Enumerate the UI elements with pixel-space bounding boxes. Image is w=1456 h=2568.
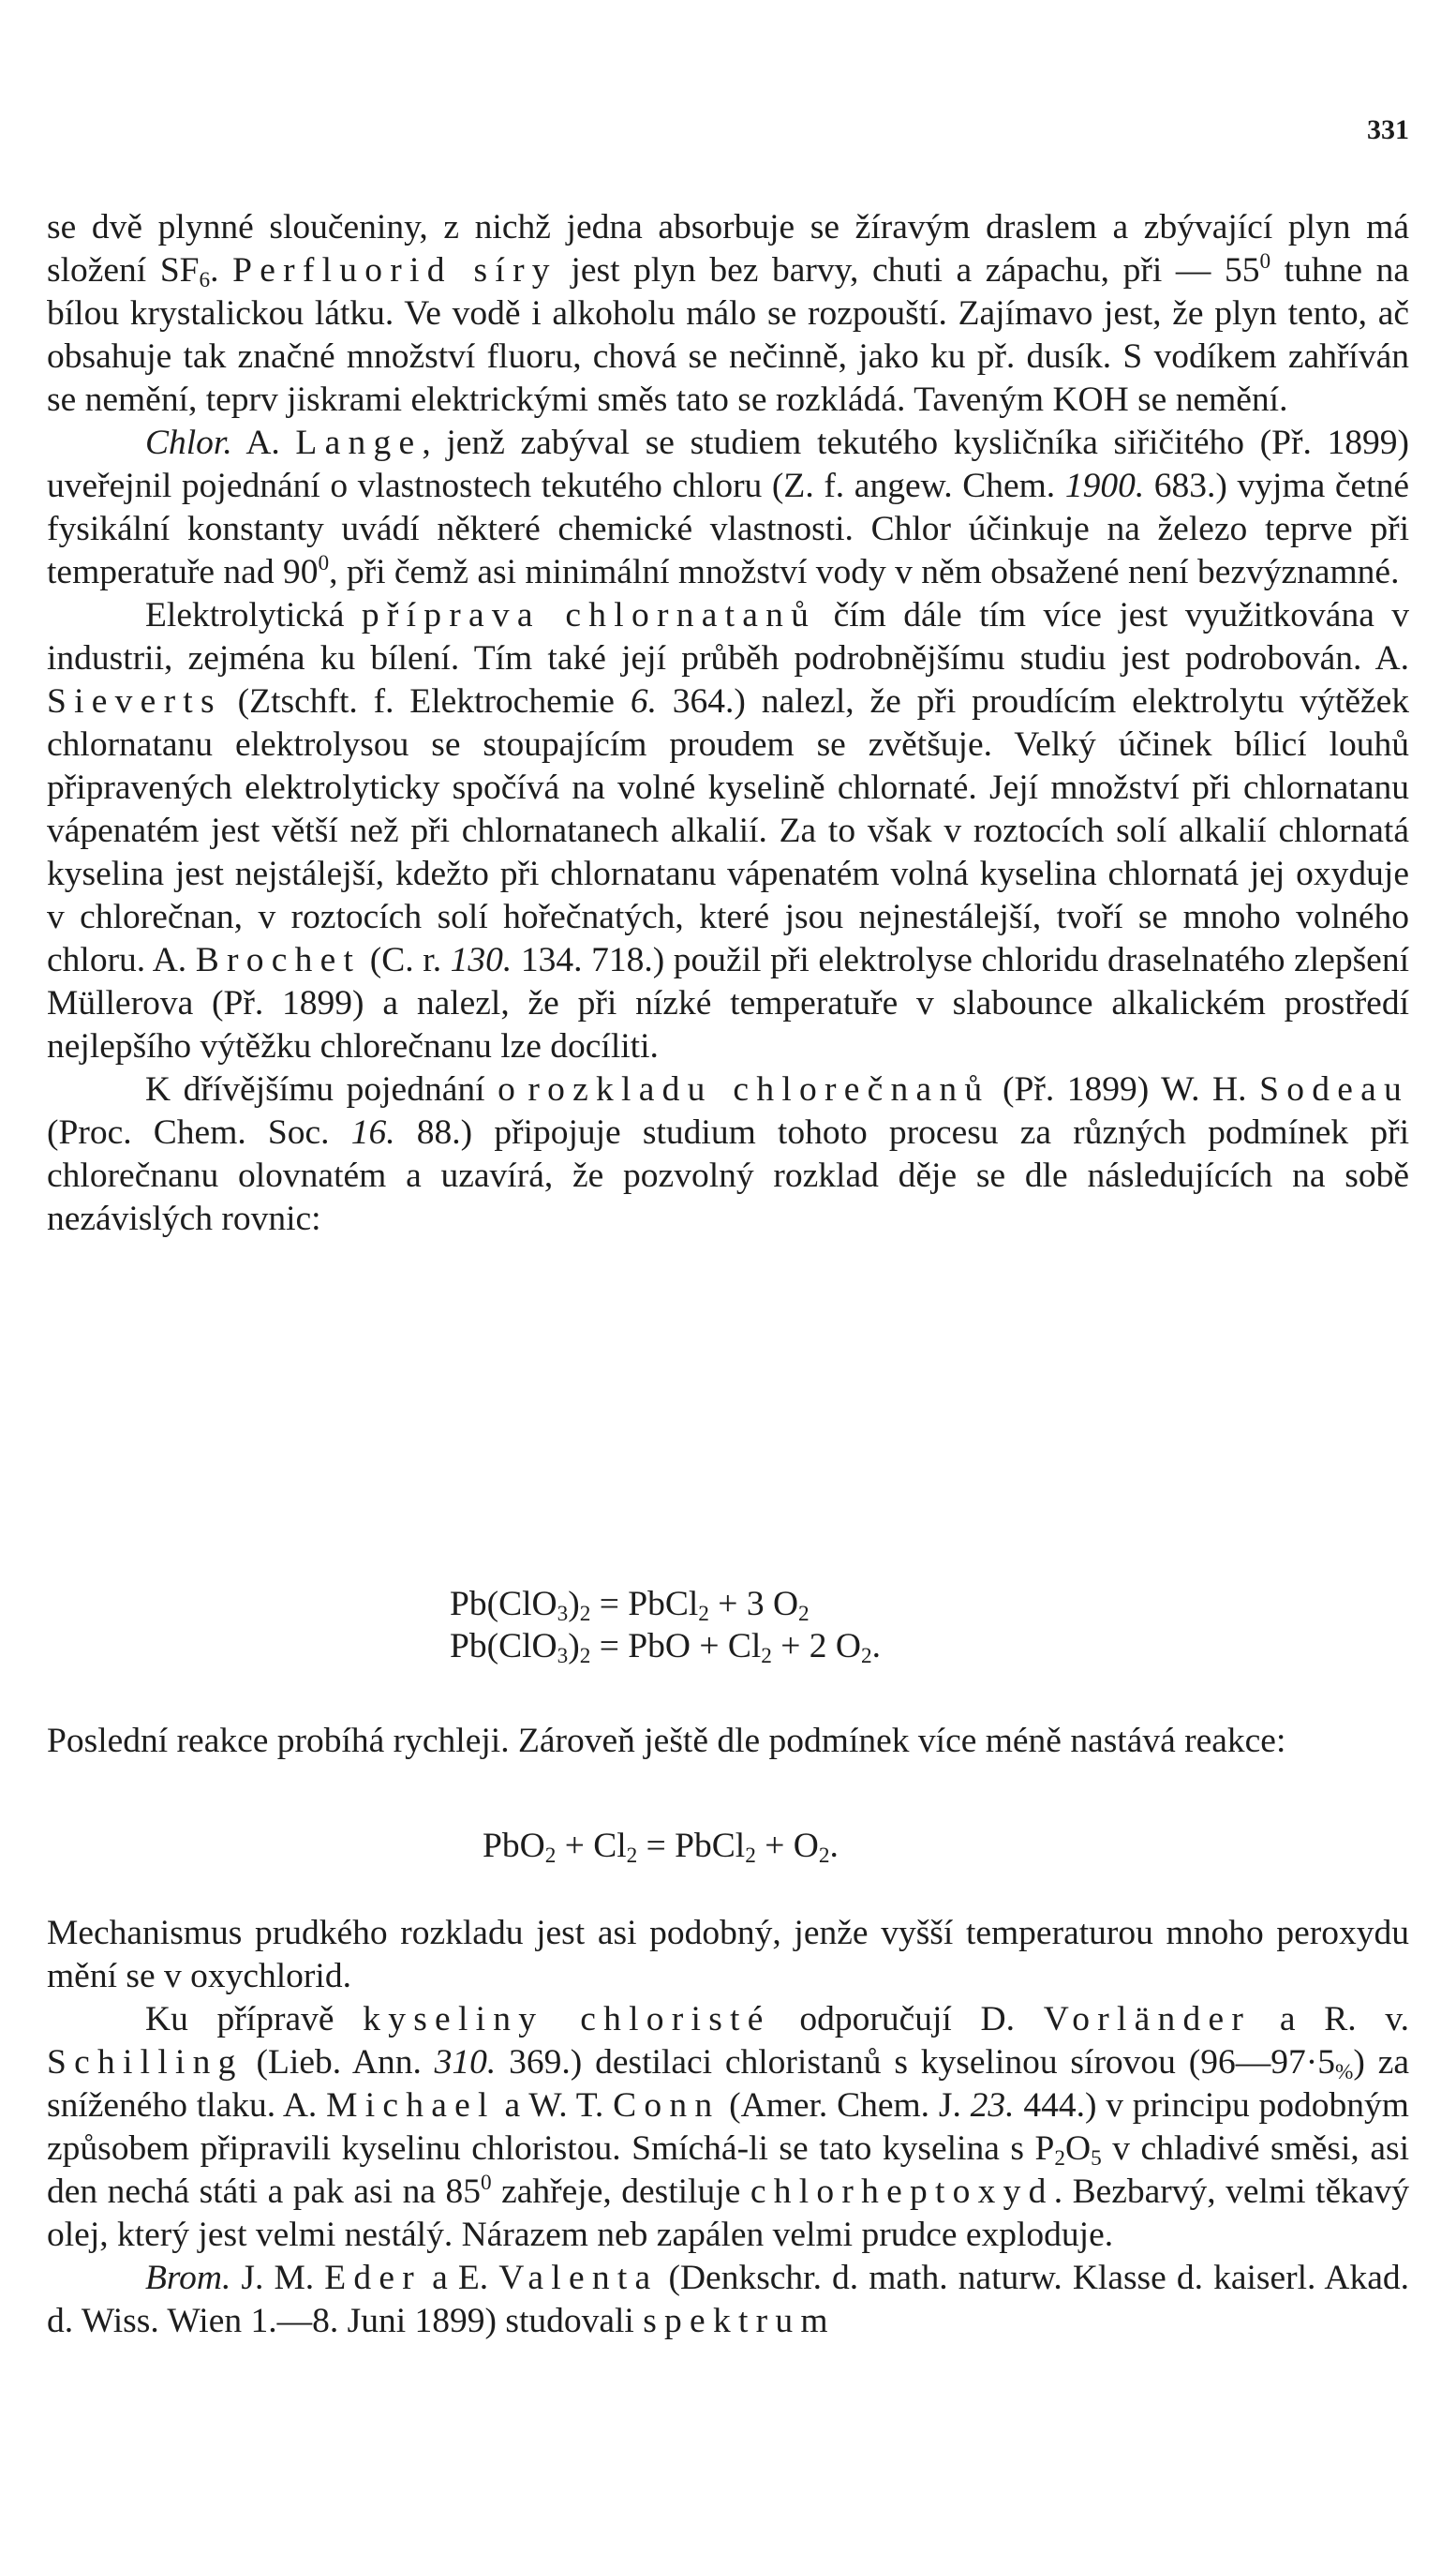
text-block-top	[47, 206, 1409, 1241]
equation-2: $Pb(ClO_3)_2$ = PbO + $Cl_2 + 2$ $O_2$.	[450, 1627, 882, 1668]
paragraph-mechanismus: Mechanismus prudkého rozkladu jest asi podobný, jenže vyšší temperaturou mnoho peroxydu mění se v oxychlorid.	[47, 1914, 1409, 1995]
paragraph-kyselina-chloristа: Ku přípravě kyseliny chloristé odporučují D. Vorländer a R. v. Schilling (Lieb. Ann. 310. 369.) destilaci chloristanů s kyselinou sírovou $(96—97\cdot 5_{\%})$ za sníženého tlaku. A. Michael a W. T. Conn (Amer. Chem. J. 23. 444.) v principu podobným způsobem připravili kyselinu chloristou. Smíchá-li se tato kyselina s $P_2O_5$ v chladivé směsi, asi den nechá státi a pak asi na $85^0$ zahřeje, destiluje chlorheptoxyd. Bezbarvý, velmi těkavý olej, který jest velmi nestálý. Nárazem neb zapálen velmi prudce exploduje.	[47, 2000, 1410, 2254]
paragraph-brom: Brom. J. M. Eder a E. Valenta (Denkschr. d. math. naturw. Klasse d. kaiserl. Akad. d. Wiss. Wien 1.—8. Juni 1899) studovali spektrum	[47, 2259, 1410, 2340]
paragraph-perfluorid: se dvě plynné sloučeniny, z nichž jedna absorbuje se žíravým draslem a zbývající plyn má složení $SF_6$. Perfluorid síry jest plyn bez barvy, chuti a zápachu, při — $55^0$ tuhne na bílou krystalickou látku. Ve vodě i alkoholu málo se rozpouští. Zajímavo jest, že plyn tento, ač obsahuje tak značné množství fluoru, chová se nečinně, jako ku př. dusík. S vodíkem zahříván se nemění, teprv jiskrami elektrickými směs tato se rozkládá. Taveným KOH se nemění.	[47, 208, 1409, 419]
paragraph-chlor: Chlor. A. Lange, jenž zabýval se studiem tekutého kysličníka siřičitého (Př. 1899) uveřejnil pojednání o vlastnostech tekutého chloru (Z. f. angew. Chem. 1900. 683.) vyjma četné fysikální konstanty uvádí některé chemické vlastnosti. Chlor účinkuje na železo teprve při temperatuře nad $90^0$, při čemž asi minimální množství vody v něm obsažené není bezvýznamné.	[47, 424, 1410, 591]
page-number: 331	[1367, 114, 1409, 145]
paragraph-posledni-reakce: Poslední reakce probíhá rychleji. Zároveň ještě dle podmínek více méně nastává reakce:	[47, 1722, 1286, 1760]
section-heading-brom: Brom.	[145, 2259, 231, 2297]
paragraph-elektrolyticka: Elektrolytická příprava chlornatanů čím dále tím více jest využitkována v industrii, zejména ku bílení. Tím také její průběh podrobnějšímu studiu jest podrobován. A. Sieverts (Ztschft. f. Elektrochemie 6. 364.) nalezl, že při proudícím elektrolytu výtěžek chlornatanu elektrolysou se stoupajícím proudem se zvětšuje. Velký účinek bílicí louhů připravených elektrolyticky spočívá na volné kyselině chlornaté. Její množství při chlornatanu vápenatém jest větší než při chlornatanech alkalií. Za to však v roztocích solí alkalií chlornatá kyselina jest nejstálejší, kdežto při chlornatanu vápenatém volná kyselina chlornatá jej oxyduje v chlorečnan, v roztocích solí hořečnatých, které jsou nejnestálejší, tvoří se mnoho volného chloru. A. Brochet (C. r. 130. 134. 718.) použil při elektrolyse chloridu draselnatého zlepšení Müllerova (Př. 1899) a nalezl, že při nízké temperatuře v slabounce alkalickém prostředí nejlepšího výtěžku chlorečnanu lze docíliti.	[47, 596, 1409, 1066]
equation-3: $PbO_2 + Cl_2$ = PbCl$_2$ + $O_2$.	[483, 1827, 839, 1868]
section-heading-chlor: Chlor.	[145, 424, 232, 462]
text-block-middle	[47, 1720, 1409, 1763]
paragraph-rozklad: K dřívějšímu pojednání o rozkladu chlorečnanů (Př. 1899) W. H. Sodeau (Proc. Chem. Soc. 16. 88.) připojuje studium tohoto procesu za různých podmínek při chlorečnanu olovnatém a uzavírá, že pozvolný rozklad děje se dle následujících na sobě nezávislých rovnic:	[47, 1070, 1409, 1238]
equation-1: $Pb(ClO_3)_2$ = PbCl$_2$ + 3 $O_2$	[450, 1585, 810, 1626]
text-block-bottom	[47, 1912, 1409, 2343]
